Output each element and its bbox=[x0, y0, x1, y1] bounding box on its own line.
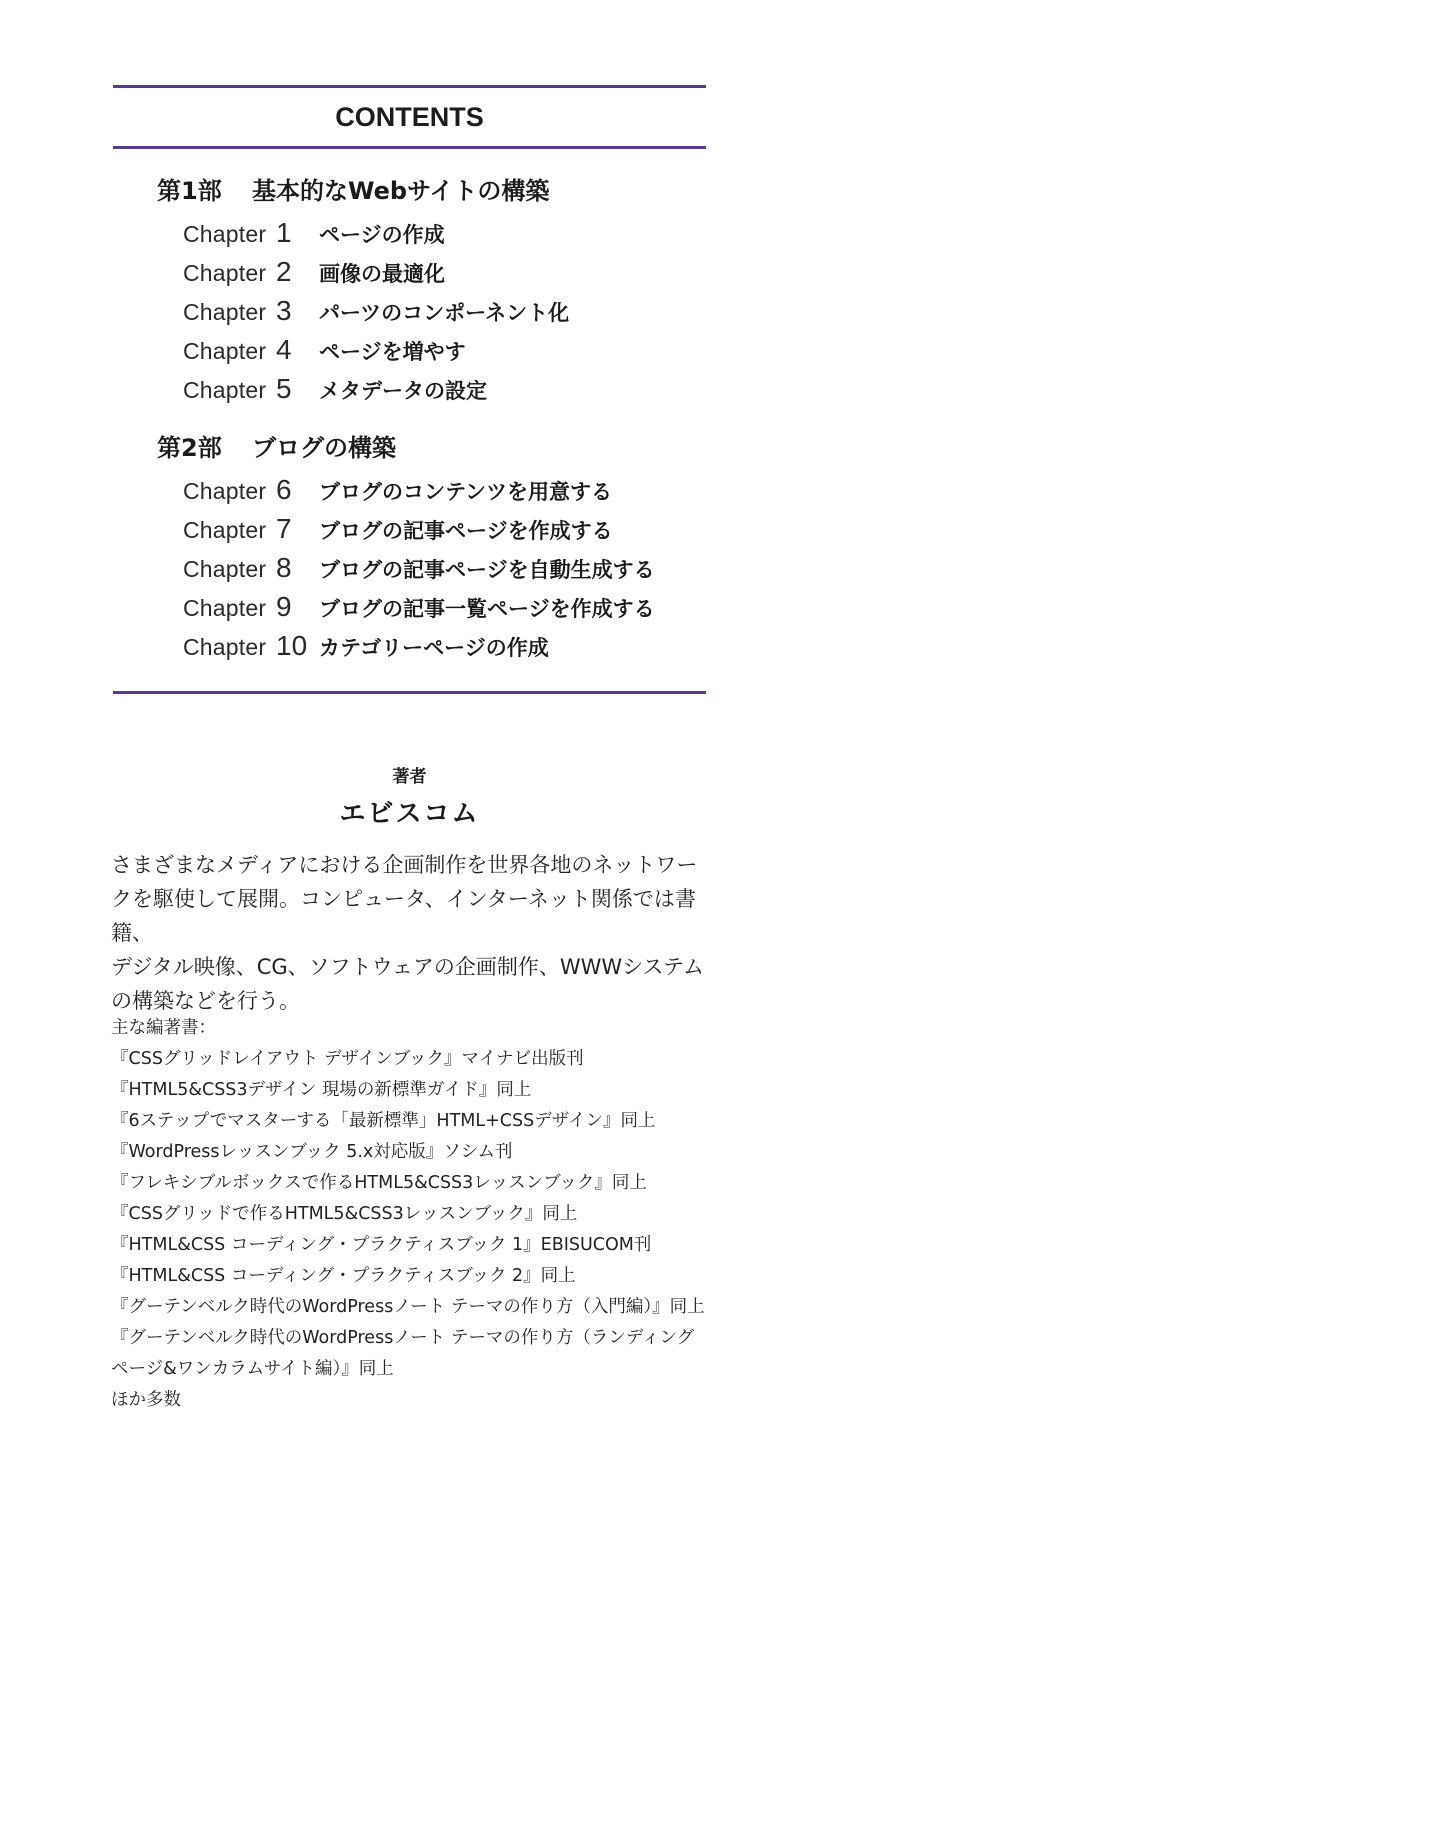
works-item: 『CSSグリッドレイアウト デザインブック』マイナビ出版刊 bbox=[111, 1049, 584, 1069]
part-title: ブログの構築 bbox=[252, 434, 396, 462]
chapter-title: ブログの記事一覧ページを作成する bbox=[319, 597, 655, 621]
chapter-item-7 bbox=[183, 509, 706, 548]
works-list bbox=[111, 1013, 721, 1416]
author-description-line: の構築などを行う。 bbox=[111, 989, 300, 1013]
chapter-item-6 bbox=[183, 470, 706, 509]
chapter-title: ブログの記事ページを作成する bbox=[319, 519, 613, 543]
author-description-line: さまざまなメディアにおける企画制作を世界各地のネットワー bbox=[111, 853, 698, 877]
chapter-number: 3 bbox=[276, 295, 292, 326]
part-title: 基本的なWebサイトの構築 bbox=[252, 177, 550, 205]
chapter-item-1 bbox=[183, 213, 706, 252]
chapter-label: Chapter bbox=[183, 221, 267, 247]
chapter-label: Chapter bbox=[183, 338, 267, 364]
chapter-label: Chapter bbox=[183, 556, 267, 582]
chapter-title: カテゴリーページの作成 bbox=[319, 636, 549, 660]
contents-section bbox=[113, 85, 706, 694]
chapter-label: Chapter bbox=[183, 299, 267, 325]
chapter-item-4 bbox=[183, 330, 706, 369]
chapter-item-3 bbox=[183, 291, 706, 330]
part-heading-1 bbox=[157, 169, 706, 213]
chapter-title: ブログのコンテンツを用意する bbox=[319, 480, 612, 504]
chapter-number: 10 bbox=[276, 630, 308, 661]
part-number: 第1部 bbox=[157, 177, 222, 205]
contents-bottom-rule bbox=[113, 691, 706, 694]
works-item: 『グーテンベルク時代のWordPressノート テーマの作り方（ランディング bbox=[111, 1328, 695, 1348]
works-item: 『HTML&CSS コーディング・プラクティスブック 1』EBISUCOM刊 bbox=[111, 1235, 652, 1255]
chapter-item-2 bbox=[183, 252, 706, 291]
part-number: 第2部 bbox=[157, 434, 222, 462]
chapter-item-10 bbox=[183, 626, 706, 665]
chapter-title: パーツのコンポーネント化 bbox=[319, 301, 570, 325]
chapter-label: Chapter bbox=[183, 377, 267, 403]
chapter-label: Chapter bbox=[183, 478, 267, 504]
works-item: ページ&ワンカラムサイト編）』同上 bbox=[111, 1359, 394, 1379]
works-heading: 主な編著書： bbox=[111, 1018, 216, 1038]
chapter-number: 6 bbox=[276, 474, 292, 505]
chapter-number: 1 bbox=[276, 217, 292, 248]
works-item: 『フレキシブルボックスで作るHTML5&CSS3レッスンブック』同上 bbox=[111, 1173, 647, 1193]
author-description-line: クを駆使して展開。コンピュータ、インターネット関係では書籍、 bbox=[111, 887, 696, 945]
chapter-label: Chapter bbox=[183, 517, 267, 543]
chapter-number: 2 bbox=[276, 256, 292, 287]
part-heading-2 bbox=[157, 426, 706, 470]
works-item: ほか多数 bbox=[111, 1390, 181, 1410]
author-description-line: デジタル映像、CG、ソフトウェアの企画制作、WWWシステム bbox=[111, 955, 705, 979]
chapter-title: メタデータの設定 bbox=[319, 379, 487, 403]
chapter-number: 8 bbox=[276, 552, 292, 583]
chapter-label: Chapter bbox=[183, 260, 267, 286]
works-item: 『HTML5&CSS3デザイン 現場の新標準ガイド』同上 bbox=[111, 1080, 532, 1100]
chapter-label: Chapter bbox=[183, 634, 267, 660]
chapter-number: 7 bbox=[276, 513, 292, 544]
chapter-number: 4 bbox=[276, 334, 292, 365]
chapter-number: 9 bbox=[276, 591, 292, 622]
chapter-title: 画像の最適化 bbox=[319, 262, 445, 286]
chapter-title: ページを増やす bbox=[319, 340, 466, 364]
works-item: 『WordPressレッスンブック 5.x対応版』ソシム刊 bbox=[111, 1142, 513, 1162]
works-item: 『グーテンベルク時代のWordPressノート テーマの作り方（入門編）』同上 bbox=[111, 1297, 705, 1317]
contents-title: CONTENTS bbox=[335, 102, 484, 132]
works-item: 『CSSグリッドで作るHTML5&CSS3レッスンブック』同上 bbox=[111, 1204, 578, 1224]
chapter-title: ページの作成 bbox=[319, 223, 445, 247]
chapter-title: ブログの記事ページを自動生成する bbox=[319, 558, 655, 582]
author-name: エビスコム bbox=[339, 799, 480, 829]
works-item: 『6ステップでマスターする「最新標準」HTML+CSSデザイン』同上 bbox=[111, 1111, 656, 1131]
works-item: 『HTML&CSS コーディング・プラクティスブック 2』同上 bbox=[111, 1266, 576, 1286]
chapter-number: 5 bbox=[276, 373, 292, 404]
author-description bbox=[111, 848, 721, 1018]
chapter-item-8 bbox=[183, 548, 706, 587]
chapter-item-9 bbox=[183, 587, 706, 626]
author-label: 著者 bbox=[392, 767, 427, 787]
chapter-label: Chapter bbox=[183, 595, 267, 621]
chapter-item-5 bbox=[183, 369, 706, 408]
